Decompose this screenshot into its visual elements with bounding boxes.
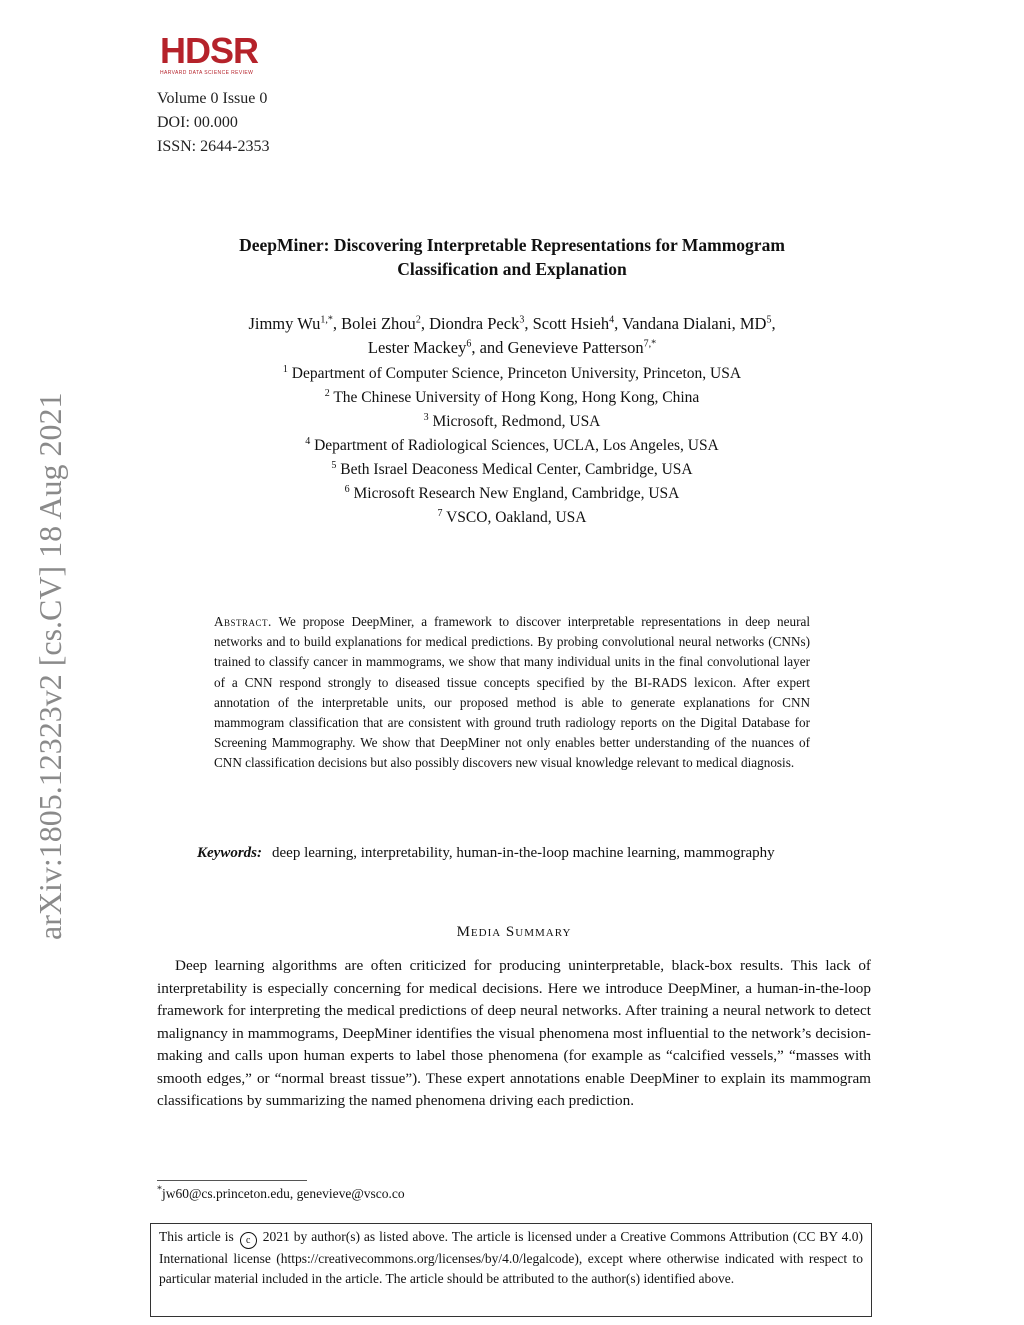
affiliation bbox=[150, 506, 874, 530]
affiliation-num: 2 bbox=[324, 387, 330, 399]
keywords-text: deep learning, interpretability, human-in-the-loop machine learning, mammography bbox=[272, 845, 775, 861]
affiliation-text: Department of Computer Science, Princeton University, Princeton, USA bbox=[291, 365, 742, 382]
affiliation-text: Department of Radiological Sciences, UCLA, Los Angeles, USA bbox=[314, 437, 719, 454]
title-line-2: Classification and Explanation bbox=[397, 259, 627, 279]
title-line-1: DeepMiner: Discovering Interpretable Representations for Mammogram bbox=[239, 235, 785, 255]
affiliation bbox=[150, 362, 874, 386]
author-name: Scott Hsieh bbox=[532, 314, 610, 333]
author-name: Jimmy Wu bbox=[248, 314, 321, 333]
issn-info: ISSN: 2644-2353 bbox=[157, 138, 270, 155]
footnote-rule bbox=[157, 1180, 307, 1181]
affiliation bbox=[150, 434, 874, 458]
affiliation bbox=[150, 458, 874, 482]
affiliation-num: 4 bbox=[305, 435, 311, 447]
affiliation-text: Microsoft, Redmond, USA bbox=[432, 413, 601, 430]
copyright-icon: c bbox=[240, 1232, 257, 1249]
author-sup: 6 bbox=[466, 338, 472, 350]
affiliation-num: 5 bbox=[331, 459, 337, 471]
arxiv-stamp bbox=[30, 340, 70, 940]
author-name: Diondra Peck bbox=[429, 314, 520, 333]
license-pre: This article is bbox=[159, 1229, 234, 1244]
affiliation bbox=[150, 386, 874, 410]
author-list: Jimmy $Wu^{1,*}$, Bolei Zhou$^2$, Diondra Peck$^3$, Scott Hsieh$^4$, Vandana Dialani, $MD^5$, Lester Mackey$^6$, and Genevieve Patterson$^{7,*}$ bbox=[248, 314, 776, 357]
footnote-mark: * bbox=[157, 1184, 162, 1196]
affiliation-text: Microsoft Research New England, Cambridge, USA bbox=[353, 485, 680, 502]
author-name: Vandana Dialani, MD bbox=[622, 314, 767, 333]
license-text: 2021 by author(s) as listed above. The article is licensed under a Creative Commons Attribution (CC BY 4.0) International license (https://creativecommons.org/licenses/by/4.0/legalcode), except where otherwise indicated with respect to particular material included in the article. The article should be attributed to the author(s) identified above. bbox=[159, 1229, 864, 1286]
author-name: Lester Mackey bbox=[367, 338, 467, 357]
arxiv-stamp-text: arXiv:1805.12323v2 [cs.CV] 18 Aug 2021 bbox=[32, 392, 68, 940]
footnote bbox=[157, 1186, 405, 1202]
media-summary-heading: Media Summary bbox=[456, 924, 572, 940]
affiliation-text: Beth Israel Deaconess Medical Center, Cambridge, USA bbox=[340, 461, 693, 478]
affiliation bbox=[150, 482, 874, 506]
affiliation-text: VSCO, Oakland, USA bbox=[446, 509, 587, 526]
paper-title bbox=[150, 233, 874, 281]
footnote-text: jw60@cs.princeton.edu, genevieve@vsco.co bbox=[162, 1186, 405, 1201]
doi-info: DOI: 00.000 bbox=[157, 114, 238, 131]
author-name: Genevieve Patterson bbox=[507, 338, 644, 357]
affiliation-num: 1 bbox=[282, 363, 288, 375]
affiliation-num: 7 bbox=[437, 507, 443, 519]
affiliation bbox=[150, 410, 874, 434]
author-sup: 1,* bbox=[320, 314, 333, 326]
author-name: Bolei Zhou bbox=[341, 314, 416, 333]
affiliation-num: 6 bbox=[344, 483, 350, 495]
affiliation-num: 3 bbox=[423, 411, 429, 423]
author-sup: 3 bbox=[519, 314, 525, 326]
abstract-text: We propose DeepMiner, a framework to discover interpretable representations in deep neural networks and to build explanations for medical predictions. By probing convolutional neural networks (CNNs) trained to classify cancer in mammograms, we show that many individual units in the final convolutional layer of a CNN respond strongly to diseased tissue concepts specified by the BI-RADS lexicon. After expert annotation of the interpretable units, our proposed method is able to generate explanations for CNN mammogram classification that are consistent with ground truth radiology reports on the Digital Database for Screening Mammography. We show that DeepMiner not only enables better understanding of the nuances of CNN classification decisions but also possibly discovers new visual knowledge relevant to medical diagnosis. bbox=[214, 614, 811, 771]
logo-subtitle: HARVARD DATA SCIENCE REVIEW bbox=[160, 70, 254, 76]
journal-logo bbox=[160, 30, 282, 80]
abstract-label: Abstract. bbox=[214, 614, 272, 629]
media-summary-text: Deep learning algorithms are often criticized for producing uninterpretable, black-box results. This lack of interpretability is especially concerning for medical decisions. Here we introduce DeepMiner, a human-in-the-loop framework for interpreting the medical predictions of deep neural networks. After training a neural network to detect malignancy in mammograms, DeepMiner identifies the visual phenomena most influential to the network’s decision-making and calls upon human experts to label those phenomena (for example as “calcified vessels,” “masses with smooth edges,” or “normal breast tissue”). These expert annotations enable DeepMiner to explain its mammogram classifications by summarizing the named phenomena driving each prediction. bbox=[157, 957, 871, 1109]
author-sup: 7,* bbox=[643, 338, 657, 350]
affiliation-list bbox=[150, 362, 874, 530]
author-sup: 5 bbox=[766, 314, 772, 326]
author-sup: 2 bbox=[415, 314, 421, 326]
keywords bbox=[157, 842, 871, 864]
abstract bbox=[214, 612, 810, 774]
author-sup: 4 bbox=[609, 314, 615, 326]
affiliation-text: The Chinese University of Hong Kong, Hong Kong, China bbox=[333, 389, 700, 406]
volume-info: Volume 0 Issue 0 bbox=[157, 90, 268, 107]
license-box bbox=[150, 1223, 872, 1317]
keywords-label: Keywords: bbox=[197, 845, 262, 861]
logo-text: HDSR bbox=[160, 30, 259, 71]
author-and: and bbox=[479, 338, 504, 357]
